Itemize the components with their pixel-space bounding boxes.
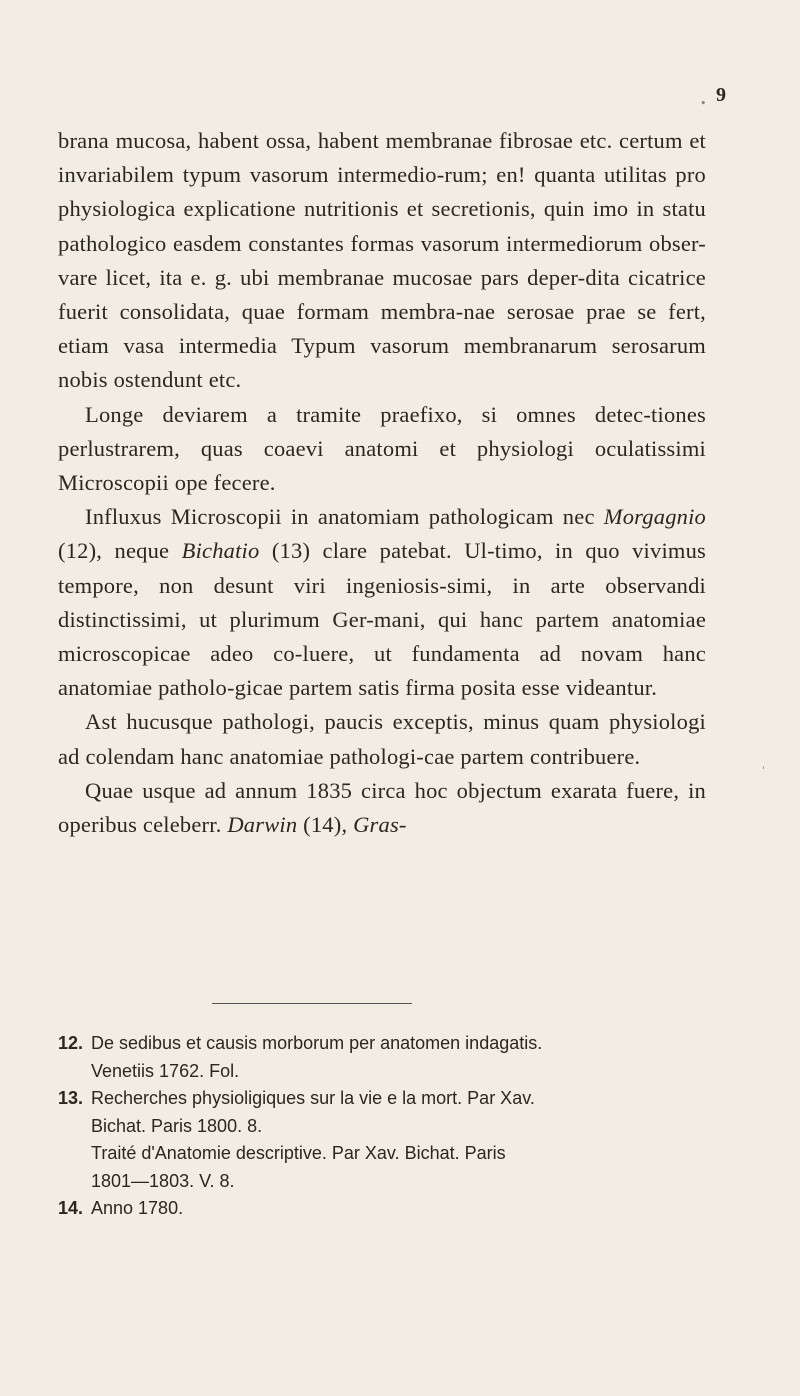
- footnote-line: De sedibus et causis morborum per anatomen indagatis.: [91, 1033, 543, 1053]
- footnotes: [58, 1030, 708, 1223]
- footnote-line: Traité d'Anatomie descriptive. Par Xav. Bichat. Paris: [91, 1143, 506, 1163]
- footnote-number: 14.: [58, 1198, 84, 1218]
- text-segment: (12), neque: [58, 538, 182, 564]
- footnote: [58, 1030, 708, 1085]
- italic-name: Bichatio: [181, 538, 260, 564]
- text-segment: Influxus Microscopii in anatomiam pathologicam nec: [85, 504, 604, 530]
- footnote-number: 13.: [58, 1088, 84, 1108]
- footnote-line: Recherches physioligiques sur la vie e la mort. Par Xav.: [91, 1088, 535, 1108]
- footnote-line: Anno 1780.: [91, 1198, 184, 1218]
- footnote-text: [91, 1030, 708, 1085]
- italic-name: Morgagnio: [603, 504, 706, 530]
- paragraph: [58, 398, 706, 501]
- footnote-line: Venetiis 1762. Fol.: [91, 1060, 240, 1081]
- footnote-line: Bichat. Paris 1800. 8.: [91, 1115, 263, 1136]
- footnote: [58, 1085, 708, 1195]
- paragraph: [58, 500, 706, 705]
- text-segment: Ast hucusque pathologi, paucis exceptis, minus quam physiologi ad colendam hanc anatomiae pathologi-cae partem contribuere.: [58, 709, 706, 769]
- page-number: 9: [716, 84, 726, 106]
- footnote-divider: [212, 1003, 412, 1004]
- italic-name: Darwin: [227, 812, 298, 838]
- footnote: [58, 1195, 708, 1223]
- paragraph: [58, 705, 706, 773]
- footnote-text: [91, 1085, 708, 1195]
- text-segment: brana mucosa, habent ossa, habent membranae fibrosae etc. certum et invariabilem typum vasorum intermedio-rum; en! quanta utilitas pro physiologica explicatione nutritionis et secretionis, quin imo in statu pathologico easdem constantes formas vasorum intermediorum obser-vare licet, ita e. g. ubi membranae mucosae pars deper-dita cicatrice fuerit consolidata, quae formam membra-nae serosae prae se fert, etiam vasa intermedia Typum vasorum membranarum serosarum nobis ostendunt etc.: [58, 128, 706, 393]
- text-segment: (14),: [297, 812, 354, 838]
- text-segment: Quae usque ad annum 1835 circa hoc objectum exarata fuere, in operibus celeberr.: [58, 777, 706, 838]
- text-segment: (13) clare patebat. Ul-timo, in quo vivimus tempore, non desunt viri ingeniosis-simi, in arte observandi distinctissimi, ut plurimum Ger-mani, qui hanc partem anatomiae microscopicae adeo co-luere, ut fundamenta ad novam hanc anatomiae patholo-gicae partem satis firma posita esse videantur.: [58, 538, 707, 701]
- body-text: [58, 124, 706, 842]
- speck-mark: •: [700, 97, 707, 110]
- paragraph: [58, 124, 706, 398]
- paragraph: [58, 774, 706, 842]
- footnote-number: 12.: [58, 1033, 84, 1053]
- speck-mark: ˈ: [762, 765, 766, 778]
- italic-name: Gras-: [353, 812, 407, 838]
- footnote-text: [91, 1195, 708, 1223]
- text-segment: Longe deviarem a tramite praefixo, si omnes detec-tiones perlustrarem, quas coaevi anatomi et physiologi oculatissimi Microscopii ope fecere.: [58, 401, 706, 496]
- footnote-line: 1801—1803. V. 8.: [91, 1170, 235, 1191]
